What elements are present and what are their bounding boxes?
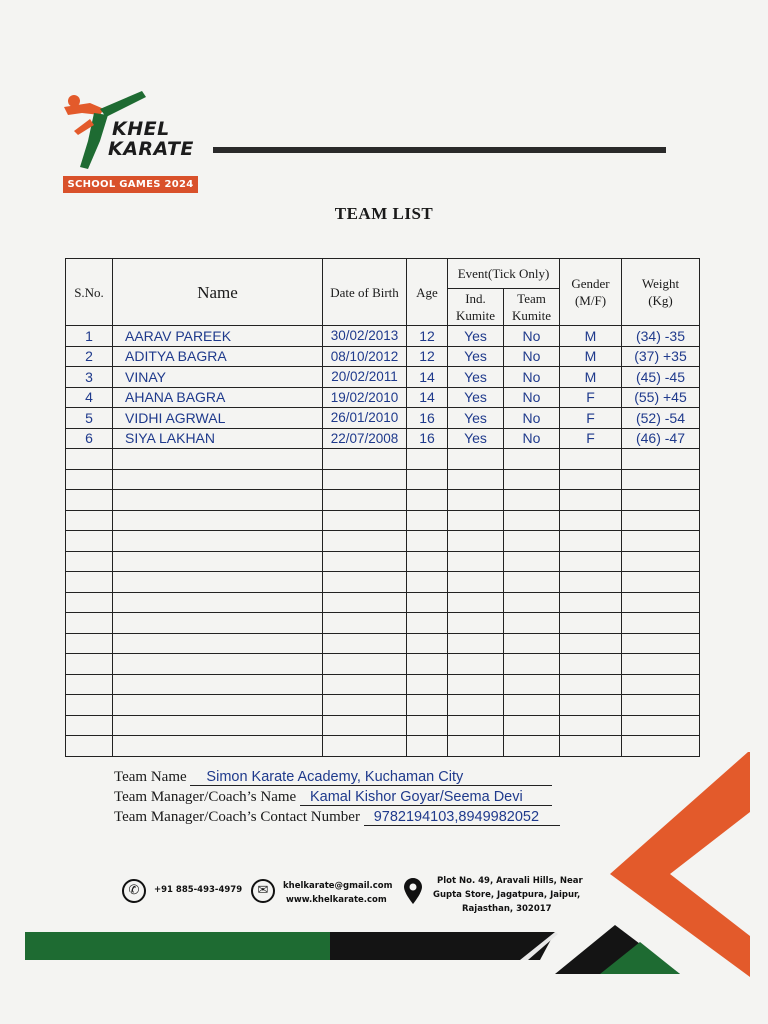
header-event: Event(Tick Only) — [448, 259, 560, 289]
cell-dob — [323, 531, 407, 552]
cell-sno: 6 — [66, 428, 113, 449]
cell-age: 14 — [407, 387, 448, 408]
cell-team: No — [504, 326, 560, 347]
cell-weight: (52) -54 — [622, 408, 700, 429]
table-row — [66, 613, 700, 634]
cell-sno — [66, 510, 113, 531]
brand-line-2: KARATE — [108, 138, 194, 160]
cell-gender: M — [560, 326, 622, 347]
table-row — [66, 572, 700, 593]
phone-icon: ✆ — [122, 879, 146, 903]
cell-team: No — [504, 408, 560, 429]
cell-gender — [560, 715, 622, 736]
cell-weight — [622, 449, 700, 470]
cell-dob: 19/02/2010 — [323, 387, 407, 408]
team-list-table — [65, 258, 700, 757]
cell-gender — [560, 469, 622, 490]
table-row — [66, 346, 700, 367]
cell-weight: (34) -35 — [622, 326, 700, 347]
cell-gender — [560, 531, 622, 552]
cell-weight — [622, 490, 700, 511]
cell-weight — [622, 695, 700, 716]
cell-dob: 22/07/2008 — [323, 428, 407, 449]
cell-team — [504, 736, 560, 757]
table-row — [66, 633, 700, 654]
team-name-label: Team Name — [114, 769, 187, 785]
cell-dob: 30/02/2013 — [323, 326, 407, 347]
brand-line-1: KHEL — [112, 118, 170, 140]
cell-ind: Yes — [448, 346, 504, 367]
location-pin-icon — [404, 878, 422, 904]
cell-ind — [448, 490, 504, 511]
cell-age — [407, 592, 448, 613]
cell-gender — [560, 572, 622, 593]
cell-weight — [622, 654, 700, 675]
address-line-3: Rajasthan, 302017 — [462, 904, 552, 914]
cell-age — [407, 633, 448, 654]
cell-name — [113, 633, 323, 654]
table-row — [66, 531, 700, 552]
cell-name — [113, 572, 323, 593]
cell-dob — [323, 715, 407, 736]
table-row — [66, 387, 700, 408]
cell-dob — [323, 449, 407, 470]
table-row — [66, 428, 700, 449]
cell-team — [504, 531, 560, 552]
cell-dob — [323, 695, 407, 716]
cell-gender — [560, 449, 622, 470]
cell-gender: M — [560, 367, 622, 388]
cell-dob — [323, 572, 407, 593]
cell-gender — [560, 695, 622, 716]
cell-sno — [66, 592, 113, 613]
cell-name — [113, 531, 323, 552]
cell-dob — [323, 613, 407, 634]
coach-contact-label: Team Manager/Coach’s Contact Number — [114, 809, 360, 825]
cell-age: 12 — [407, 346, 448, 367]
table-row — [66, 551, 700, 572]
cell-gender — [560, 674, 622, 695]
cell-name: AHANA BAGRA — [113, 387, 323, 408]
cell-gender — [560, 551, 622, 572]
address-line-1: Plot No. 49, Aravali Hills, Near — [437, 876, 583, 886]
table-row — [66, 408, 700, 429]
cell-sno — [66, 736, 113, 757]
cell-dob — [323, 654, 407, 675]
header-gender-line2: (M/F) — [574, 293, 607, 308]
cell-team — [504, 613, 560, 634]
header-gender — [560, 259, 622, 326]
cell-name — [113, 490, 323, 511]
cell-ind — [448, 633, 504, 654]
cell-dob: 20/02/2011 — [323, 367, 407, 388]
header-weight-line1: Weight — [641, 276, 680, 291]
header-gender-line1: Gender — [571, 276, 610, 291]
cell-team — [504, 654, 560, 675]
cell-age: 16 — [407, 408, 448, 429]
cell-sno: 2 — [66, 346, 113, 367]
cell-ind — [448, 531, 504, 552]
cell-ind: Yes — [448, 367, 504, 388]
header-ind-line2: Kumite — [456, 308, 495, 323]
cell-weight — [622, 592, 700, 613]
header-rule — [213, 147, 666, 153]
header-team-line1: Team — [517, 291, 546, 306]
cell-weight — [622, 572, 700, 593]
cell-sno: 3 — [66, 367, 113, 388]
cell-team — [504, 469, 560, 490]
cell-age: 16 — [407, 428, 448, 449]
table-row — [66, 592, 700, 613]
cell-ind — [448, 449, 504, 470]
cell-age — [407, 510, 448, 531]
cell-gender — [560, 592, 622, 613]
cell-weight — [622, 531, 700, 552]
cell-sno — [66, 572, 113, 593]
cell-ind — [448, 510, 504, 531]
cell-dob — [323, 592, 407, 613]
cell-ind: Yes — [448, 428, 504, 449]
cell-sno — [66, 695, 113, 716]
header-name: Name — [113, 259, 323, 326]
cell-gender — [560, 490, 622, 511]
table-body — [66, 326, 700, 757]
cell-age — [407, 674, 448, 695]
table-row — [66, 695, 700, 716]
cell-sno — [66, 674, 113, 695]
cell-team: No — [504, 428, 560, 449]
cell-team: No — [504, 387, 560, 408]
table-row — [66, 490, 700, 511]
cell-weight — [622, 551, 700, 572]
cell-ind — [448, 469, 504, 490]
cell-team: No — [504, 346, 560, 367]
header-ind-kumite — [448, 289, 504, 326]
cell-team — [504, 510, 560, 531]
cell-sno — [66, 613, 113, 634]
header-team-kumite — [504, 289, 560, 326]
cell-sno: 1 — [66, 326, 113, 347]
cell-ind: Yes — [448, 326, 504, 347]
cell-sno — [66, 654, 113, 675]
cell-weight — [622, 715, 700, 736]
cell-age — [407, 572, 448, 593]
cell-weight: (37) +35 — [622, 346, 700, 367]
table-row — [66, 326, 700, 347]
cell-name: AARAV PAREEK — [113, 326, 323, 347]
header-weight-line2: (Kg) — [648, 293, 673, 308]
cell-name: SIYA LAKHAN — [113, 428, 323, 449]
cell-name — [113, 469, 323, 490]
table-row — [66, 654, 700, 675]
cell-weight — [622, 510, 700, 531]
cell-ind — [448, 674, 504, 695]
cell-name: VIDHI AGRWAL — [113, 408, 323, 429]
cell-age — [407, 695, 448, 716]
coach-contact-value: 9782194103,8949982052 — [364, 809, 560, 826]
cell-weight — [622, 674, 700, 695]
cell-age — [407, 551, 448, 572]
cell-dob — [323, 551, 407, 572]
cell-dob — [323, 490, 407, 511]
header-weight — [622, 259, 700, 326]
cell-ind — [448, 715, 504, 736]
cell-weight: (46) -47 — [622, 428, 700, 449]
school-games-badge: SCHOOL GAMES 2024 — [63, 176, 198, 193]
header-team-line2: Kumite — [512, 308, 551, 323]
cell-name — [113, 654, 323, 675]
cell-ind — [448, 736, 504, 757]
cell-gender — [560, 613, 622, 634]
cell-age: 12 — [407, 326, 448, 347]
cell-sno — [66, 490, 113, 511]
cell-name — [113, 592, 323, 613]
cell-name — [113, 695, 323, 716]
cell-age — [407, 715, 448, 736]
cell-team — [504, 572, 560, 593]
table-row — [66, 449, 700, 470]
header-sno: S.No. — [66, 259, 113, 326]
cell-gender — [560, 654, 622, 675]
header-dob: Date of Birth — [323, 259, 407, 326]
cell-name — [113, 674, 323, 695]
cell-age — [407, 736, 448, 757]
cell-weight — [622, 633, 700, 654]
table-row — [66, 510, 700, 531]
coach-name-label: Team Manager/Coach’s Name — [114, 789, 297, 805]
cell-sno — [66, 449, 113, 470]
cell-team — [504, 592, 560, 613]
cell-name — [113, 736, 323, 757]
cell-weight: (45) -45 — [622, 367, 700, 388]
page-title: TEAM LIST — [334, 204, 434, 223]
cell-dob: 08/10/2012 — [323, 346, 407, 367]
cell-dob — [323, 469, 407, 490]
cell-sno: 4 — [66, 387, 113, 408]
cell-dob: 26/01/2010 — [323, 408, 407, 429]
team-name-line — [114, 769, 552, 786]
cell-name: ADITYA BAGRA — [113, 346, 323, 367]
cell-age — [407, 654, 448, 675]
cell-name — [113, 715, 323, 736]
cell-ind — [448, 592, 504, 613]
cell-gender — [560, 510, 622, 531]
cell-name — [113, 613, 323, 634]
cell-team — [504, 449, 560, 470]
cell-ind — [448, 654, 504, 675]
cell-team: No — [504, 367, 560, 388]
cell-name: VINAY — [113, 367, 323, 388]
cell-name — [113, 449, 323, 470]
cell-weight — [622, 469, 700, 490]
cell-gender: F — [560, 408, 622, 429]
team-name-value: Simon Karate Academy, Kuchaman City — [190, 769, 552, 786]
cell-team — [504, 695, 560, 716]
coach-name-line — [114, 789, 552, 806]
mail-icon: ✉ — [251, 879, 275, 903]
cell-dob — [323, 736, 407, 757]
cell-gender: F — [560, 387, 622, 408]
coach-name-value: Kamal Kishor Goyar/Seema Devi — [300, 789, 552, 806]
table-row — [66, 367, 700, 388]
cell-team — [504, 490, 560, 511]
cell-team — [504, 674, 560, 695]
cell-ind — [448, 572, 504, 593]
cell-dob — [323, 633, 407, 654]
cell-gender: M — [560, 346, 622, 367]
coach-contact-line — [114, 809, 560, 826]
cell-team — [504, 633, 560, 654]
phone-number: +91 885-493-4979 — [154, 885, 243, 895]
cell-weight: (55) +45 — [622, 387, 700, 408]
header-ind-line1: Ind. — [465, 291, 486, 306]
bottom-stripes-decoration — [0, 920, 768, 1024]
cell-weight — [622, 613, 700, 634]
cell-age — [407, 449, 448, 470]
cell-gender: F — [560, 428, 622, 449]
cell-age — [407, 469, 448, 490]
cell-name — [113, 551, 323, 572]
cell-ind — [448, 695, 504, 716]
table-row — [66, 674, 700, 695]
cell-dob — [323, 674, 407, 695]
cell-dob — [323, 510, 407, 531]
cell-sno — [66, 469, 113, 490]
cell-name — [113, 510, 323, 531]
table-row — [66, 469, 700, 490]
cell-age — [407, 490, 448, 511]
table-row — [66, 715, 700, 736]
header-age: Age — [407, 259, 448, 326]
cell-ind: Yes — [448, 387, 504, 408]
contact-email: khelkarate@gmail.com — [283, 881, 393, 891]
cell-age — [407, 613, 448, 634]
cell-age — [407, 531, 448, 552]
cell-sno — [66, 633, 113, 654]
cell-ind — [448, 551, 504, 572]
cell-sno — [66, 715, 113, 736]
address-line-2: Gupta Store, Jagatpura, Jaipur, — [433, 890, 581, 900]
cell-ind — [448, 613, 504, 634]
cell-age: 14 — [407, 367, 448, 388]
cell-team — [504, 715, 560, 736]
cell-gender — [560, 633, 622, 654]
cell-sno — [66, 531, 113, 552]
cell-ind: Yes — [448, 408, 504, 429]
cell-team — [504, 551, 560, 572]
cell-sno: 5 — [66, 408, 113, 429]
cell-sno — [66, 551, 113, 572]
contact-website: www.khelkarate.com — [286, 895, 387, 905]
